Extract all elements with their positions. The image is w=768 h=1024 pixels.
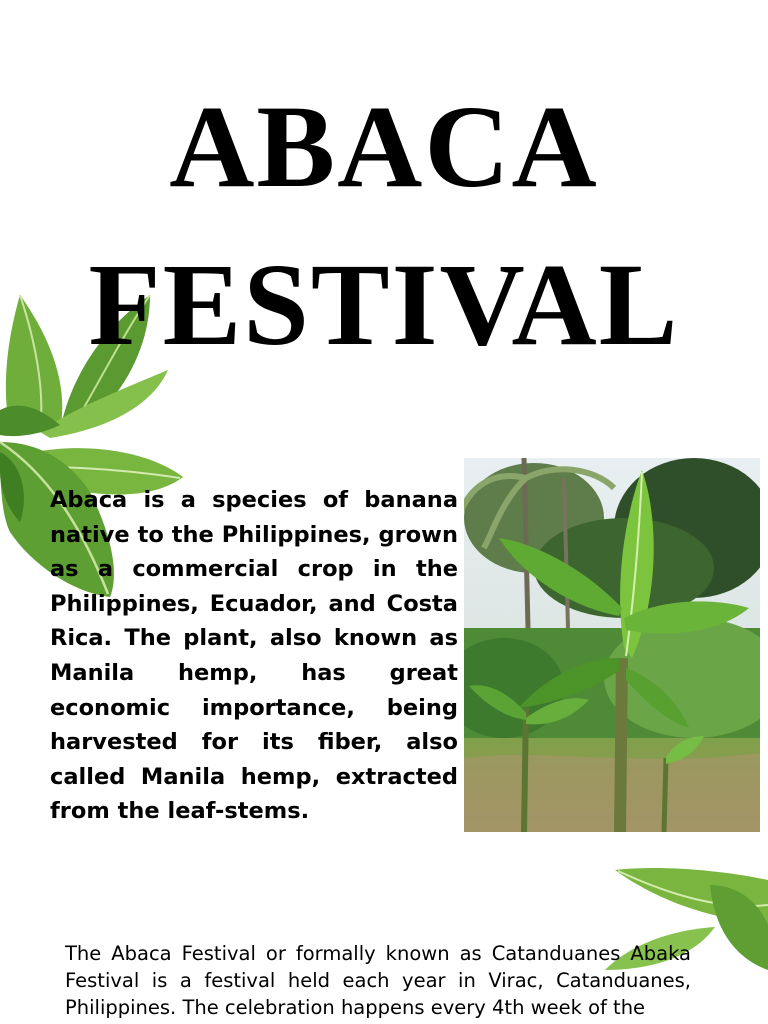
festival-paragraph: The Abaca Festival or formally known as Catanduanes Abaka Festival is a festival held each year in Virac, Catanduanes, Philippines. The celebration happens every 4th week of the [65, 942, 691, 1019]
title-line-1: ABACA [169, 81, 599, 212]
title-line-2: FESTIVAL [88, 239, 680, 370]
intro-paragraph: Abaca is a species of banana native to the Philippines, grown as a commercial crop in the Philippines, Ecuador, and Costa Rica. The plant, also known as Manila hemp, has great economic importance, being harvested for its fiber, also called Manila hemp, extracted from the leaf-stems. [50, 487, 458, 825]
abaca-plant-photo [464, 458, 760, 832]
